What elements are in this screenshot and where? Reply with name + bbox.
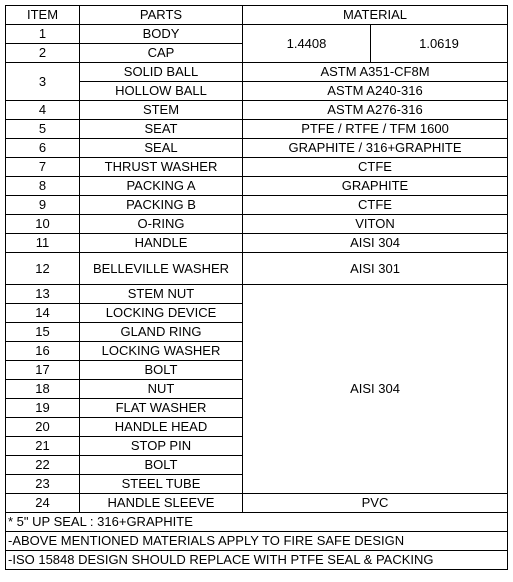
item-number: 20 [6,418,80,437]
material-cell: 1.4408 [243,25,371,63]
material-cell: ASTM A276-316 [243,101,508,120]
item-number: 9 [6,196,80,215]
material-cell: GRAPHITE / 316+GRAPHITE [243,139,508,158]
part-name: BELLEVILLE WASHER [80,253,243,285]
part-name: THRUST WASHER [80,158,243,177]
table-row [6,82,508,101]
material-cell: CTFE [243,158,508,177]
part-name: BODY [80,25,243,44]
table-row [6,177,508,196]
item-number: 23 [6,475,80,494]
part-name: BOLT [80,361,243,380]
part-name: GLAND RING [80,323,243,342]
header-parts: PARTS [80,6,243,25]
material-cell: PVC [243,494,508,513]
item-number: 8 [6,177,80,196]
table-row [6,25,508,44]
item-number: 7 [6,158,80,177]
item-number: 22 [6,456,80,475]
item-number: 17 [6,361,80,380]
material-cell: ASTM A351-CF8M [243,63,508,82]
material-cell: GRAPHITE [243,177,508,196]
item-number: 3 [6,63,80,101]
part-name: SEAT [80,120,243,139]
part-name: SOLID BALL [80,63,243,82]
part-name: PACKING A [80,177,243,196]
material-cell: AISI 304 [243,234,508,253]
item-number: 11 [6,234,80,253]
part-name: LOCKING WASHER [80,342,243,361]
item-number: 4 [6,101,80,120]
item-number: 1 [6,25,80,44]
table-row [6,215,508,234]
table-row [6,139,508,158]
part-name: O-RING [80,215,243,234]
header-item: ITEM [6,6,80,25]
material-cell: 1.0619 [371,25,508,63]
part-name: NUT [80,380,243,399]
item-number: 15 [6,323,80,342]
item-number: 10 [6,215,80,234]
table-row [6,253,508,285]
item-number: 6 [6,139,80,158]
material-cell: AISI 301 [243,253,508,285]
note-row [6,513,508,532]
item-number: 16 [6,342,80,361]
note-text: * 5" UP SEAL : 316+GRAPHITE [6,513,508,532]
part-name: BOLT [80,456,243,475]
item-number: 13 [6,285,80,304]
item-number: 12 [6,253,80,285]
material-cell: ASTM A240-316 [243,82,508,101]
item-number: 21 [6,437,80,456]
part-name: STEM [80,101,243,120]
part-name: FLAT WASHER [80,399,243,418]
table-row [6,234,508,253]
item-number: 19 [6,399,80,418]
note-row [6,532,508,551]
part-name: HANDLE SLEEVE [80,494,243,513]
material-cell: PTFE / RTFE / TFM 1600 [243,120,508,139]
note-text: -ABOVE MENTIONED MATERIALS APPLY TO FIRE SAFE DESIGN [6,532,508,551]
materials-table [5,5,508,570]
table-row [6,63,508,82]
table-row [6,494,508,513]
part-name: HANDLE HEAD [80,418,243,437]
table-row [6,120,508,139]
header-row [6,6,508,25]
note-row [6,551,508,570]
note-text: -ISO 15848 DESIGN SHOULD REPLACE WITH PTFE SEAL & PACKING [6,551,508,570]
item-number: 18 [6,380,80,399]
item-number: 5 [6,120,80,139]
part-name: STOP PIN [80,437,243,456]
part-name: HANDLE [80,234,243,253]
part-name: STEEL TUBE [80,475,243,494]
header-material: MATERIAL [243,6,508,25]
item-number: 2 [6,44,80,63]
part-name: LOCKING DEVICE [80,304,243,323]
material-cell: AISI 304 [243,285,508,494]
part-name: HOLLOW BALL [80,82,243,101]
table-row [6,196,508,215]
part-name: STEM NUT [80,285,243,304]
part-name: CAP [80,44,243,63]
material-cell: VITON [243,215,508,234]
table-row [6,285,508,304]
part-name: PACKING B [80,196,243,215]
table-row [6,158,508,177]
item-number: 24 [6,494,80,513]
material-cell: CTFE [243,196,508,215]
part-name: SEAL [80,139,243,158]
table-row [6,101,508,120]
item-number: 14 [6,304,80,323]
